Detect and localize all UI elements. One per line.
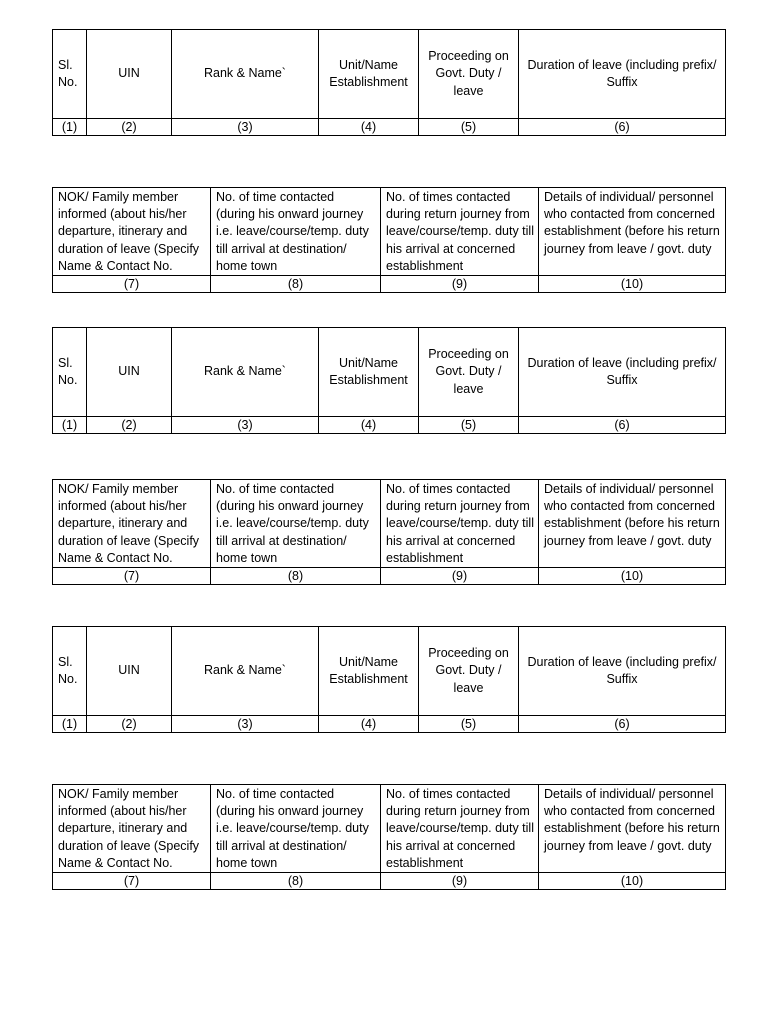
number-row — [53, 417, 726, 434]
col-duration-of-leave: Duration of leave (including prefix/ Suffix — [519, 627, 726, 716]
col-number: (7) — [53, 873, 211, 890]
col-nok-informed: NOK/ Family member informed (about his/her departure, itinerary and duration of leave (Specify Name & Contact No. — [53, 480, 211, 568]
header-row — [53, 188, 726, 276]
col-number: (5) — [419, 417, 519, 434]
col-nok-informed: NOK/ Family member informed (about his/her departure, itinerary and duration of leave (Specify Name & Contact No. — [53, 188, 211, 276]
leave-details-table-1 — [52, 29, 726, 136]
col-return-contacts: No. of times contacted during return journey from leave/course/temp. duty till his arrival at concerned establishment — [381, 188, 539, 276]
col-sl-no: Sl. No. — [53, 328, 87, 417]
number-row — [53, 873, 726, 890]
number-row — [53, 716, 726, 733]
header-row — [53, 785, 726, 873]
col-proceeding-on: Proceeding on Govt. Duty / leave — [419, 627, 519, 716]
col-unit-establishment: Unit/Name Establishment — [319, 328, 419, 417]
col-nok-informed: NOK/ Family member informed (about his/her departure, itinerary and duration of leave (Specify Name & Contact No. — [53, 785, 211, 873]
col-number: (3) — [172, 716, 319, 733]
col-number: (1) — [53, 716, 87, 733]
col-contact-personnel: Details of individual/ personnel who contacted from concerned establishment (before his return journey from leave / govt. duty — [539, 480, 726, 568]
col-unit-establishment: Unit/Name Establishment — [319, 627, 419, 716]
number-row — [53, 119, 726, 136]
col-number: (8) — [211, 276, 381, 293]
col-number: (5) — [419, 119, 519, 136]
col-duration-of-leave: Duration of leave (including prefix/ Suffix — [519, 30, 726, 119]
col-uin: UIN — [87, 328, 172, 417]
col-number: (9) — [381, 873, 539, 890]
col-uin: UIN — [87, 30, 172, 119]
header-row — [53, 627, 726, 716]
col-number: (6) — [519, 716, 726, 733]
col-number: (8) — [211, 873, 381, 890]
col-proceeding-on: Proceeding on Govt. Duty / leave — [419, 30, 519, 119]
col-proceeding-on: Proceeding on Govt. Duty / leave — [419, 328, 519, 417]
col-number: (7) — [53, 568, 211, 585]
col-rank-name: Rank & Name` — [172, 30, 319, 119]
col-number: (10) — [539, 568, 726, 585]
col-sl-no: Sl. No. — [53, 30, 87, 119]
col-rank-name: Rank & Name` — [172, 328, 319, 417]
col-rank-name: Rank & Name` — [172, 627, 319, 716]
col-uin: UIN — [87, 627, 172, 716]
col-number: (4) — [319, 716, 419, 733]
col-return-contacts: No. of times contacted during return journey from leave/course/temp. duty till his arrival at concerned establishment — [381, 480, 539, 568]
col-number: (1) — [53, 417, 87, 434]
leave-details-table-2 — [52, 327, 726, 434]
col-number: (5) — [419, 716, 519, 733]
col-number: (9) — [381, 276, 539, 293]
leave-details-table-3 — [52, 626, 726, 733]
col-sl-no: Sl. No. — [53, 627, 87, 716]
col-number: (6) — [519, 417, 726, 434]
col-number: (4) — [319, 417, 419, 434]
number-row — [53, 568, 726, 585]
col-number: (2) — [87, 716, 172, 733]
header-row — [53, 480, 726, 568]
col-number: (6) — [519, 119, 726, 136]
col-onward-contacts: No. of time contacted (during his onward journey i.e. leave/course/temp. duty till arrival at destination/ home town — [211, 785, 381, 873]
col-number: (10) — [539, 276, 726, 293]
col-number: (8) — [211, 568, 381, 585]
col-number: (3) — [172, 417, 319, 434]
contact-details-table-2 — [52, 479, 726, 585]
col-number: (3) — [172, 119, 319, 136]
col-number: (2) — [87, 119, 172, 136]
number-row — [53, 276, 726, 293]
col-number: (1) — [53, 119, 87, 136]
col-contact-personnel: Details of individual/ personnel who contacted from concerned establishment (before his return journey from leave / govt. duty — [539, 188, 726, 276]
header-row — [53, 328, 726, 417]
col-number: (10) — [539, 873, 726, 890]
header-row — [53, 30, 726, 119]
contact-details-table-3 — [52, 784, 726, 890]
col-onward-contacts: No. of time contacted (during his onward journey i.e. leave/course/temp. duty till arrival at destination/ home town — [211, 188, 381, 276]
col-number: (9) — [381, 568, 539, 585]
col-return-contacts: No. of times contacted during return journey from leave/course/temp. duty till his arrival at concerned establishment — [381, 785, 539, 873]
col-number: (2) — [87, 417, 172, 434]
col-unit-establishment: Unit/Name Establishment — [319, 30, 419, 119]
col-duration-of-leave: Duration of leave (including prefix/ Suffix — [519, 328, 726, 417]
col-number: (4) — [319, 119, 419, 136]
contact-details-table-1 — [52, 187, 726, 293]
col-contact-personnel: Details of individual/ personnel who contacted from concerned establishment (before his return journey from leave / govt. duty — [539, 785, 726, 873]
col-onward-contacts: No. of time contacted (during his onward journey i.e. leave/course/temp. duty till arrival at destination/ home town — [211, 480, 381, 568]
col-number: (7) — [53, 276, 211, 293]
